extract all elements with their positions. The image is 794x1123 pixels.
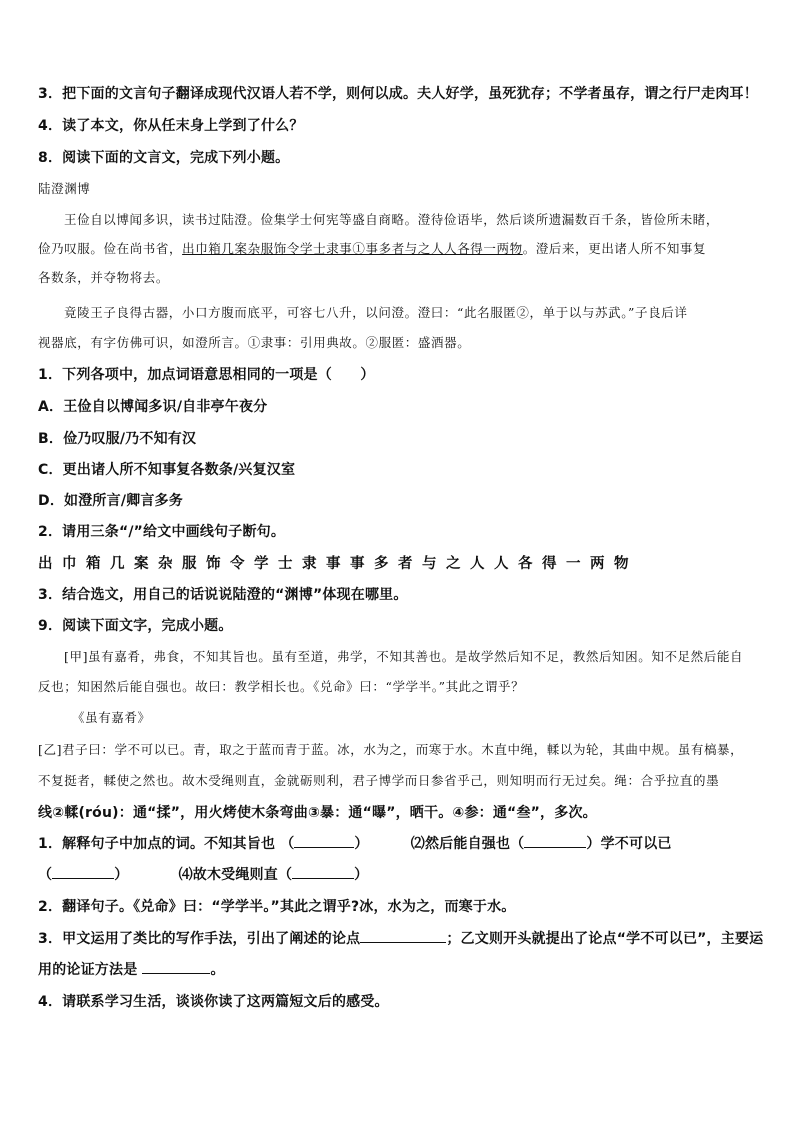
question-text: ） [354,867,369,883]
passage-yi-notes: 线②輮(róu)：通“揉”，用火烤使木条弯曲③暴：通“曝”，晒干。④参：通“叁”，多次。 [38,805,597,821]
passage-paragraph-1-line-2 [38,239,758,257]
question-text: ⑵然后能自强也（ [410,836,525,852]
section-9-question-3-line-2 [38,959,758,979]
passage-yi-line-2: 不复挺者，輮使之然也。故木受绳则直，金就砺则利，君子博学而日参省乎己，则知明而行无过矣。绳：合乎拉直的墨 [38,773,720,788]
section-9-intro: 9．阅读下面文字，完成小题。 [38,618,233,634]
underlined-sentence: 出巾箱几案杂服饰令学士隶事①事多者与之人人各得一两物 [182,241,523,256]
question-text: （ [38,867,53,883]
section-9-question-1-line-1 [38,833,758,853]
passage-jia-line-2: 反也；知困然后能自强也。故曰：教学相长也。《兑命》曰：“学学半。”其此之谓乎？ [38,679,525,694]
passage-yi-line-1: [乙]君子曰：学不可以已。青，取之于蓝而青于蓝。冰，水为之，而寒于水。木直中绳，輮以为轮，其曲中规。虽有槁暴， [38,742,744,757]
passage-paragraph-1-line-3: 各数条，并夺物将去。 [38,270,170,285]
section-8-question-2: 2．请用三条“/”给文中画线句子断句。 [38,524,286,540]
question-text: ） [354,836,369,852]
question-text: 1．解释句子中加点的词。不知其旨也 （ [38,836,295,852]
option-a: A．王俭自以博闻多识/自非亭午夜分 [38,399,268,415]
section-9-question-4: 4．请联系学习生活，谈谈你读了这两篇短文后的感受。 [38,994,389,1010]
question-text: 用的论证方法是 [38,962,143,978]
section-8-question-3: 3．结合选文，用自己的话说说陆澄的“渊博”体现在哪里。 [38,587,408,603]
question-text: 。 [210,962,225,978]
answer-blank[interactable] [360,928,446,943]
question-text: ） [114,867,129,883]
answer-blank[interactable] [52,864,114,879]
section-9-question-1-line-2 [38,864,758,884]
question-4-learn: 4．读了本文，你从任末身上学到了什么？ [38,118,304,134]
passage-paragraph-2-line-1: 竟陵王子良得古器，小口方腹而底平，可容七八升，以问澄。澄曰：“此名服匿②，单于以与苏武。”子良后详 [64,305,688,320]
section-9-question-2: 2．翻译句子。《兑命》曰：“学学半。”其此之谓乎?冰，水为之，而寒于水。 [38,899,516,915]
passage-text: 。澄后来，更出诸人所不知事复 [522,241,707,256]
question-text: 3．甲文运用了类比的写作手法，引出了阐述的论点 [38,931,361,947]
passage-title: 陆澄渊博 [38,181,91,196]
section-9-question-3-line-1 [38,928,764,948]
option-c: C．更出诸人所不知事复各数条/兴复汉室 [38,462,296,478]
passage-paragraph-1-line-1: 王俭自以博闻多识，读书过陆澄。俭集学士何宪等盛自商略。澄待俭语毕，然后谈所遗漏数百千条，皆俭所未睹， [64,212,720,227]
passage-paragraph-2-line-2: 视器底，有字仿佛可识，如澄所言。①隶事：引用典故。②服匿：盛酒器。 [38,335,471,350]
question-text: ）学不可以已 [586,836,672,852]
answer-blank[interactable] [142,959,210,974]
sentence-to-punctuate: 出巾箱几案杂服饰令学士隶事事多者与之人人各得一两物 [38,556,638,572]
question-text: ⑷故木受绳则直（ [178,867,293,883]
option-b: B．俭乃叹服/乃不知有汉 [38,431,197,447]
question-3-translate: 3．把下面的文言句子翻译成现代汉语人若不学，则何以成。夫人好学，虽死犹存；不学者虽存，谓之行尸走肉耳！ [38,86,758,102]
section-8-intro: 8．阅读下面的文言文，完成下列小题。 [38,150,290,166]
section-8-question-1: 1．下列各项中，加点词语意思相同的一项是（ ） [38,367,375,383]
answer-blank[interactable] [294,833,354,848]
answer-blank[interactable] [524,833,586,848]
passage-jia-title: 《虽有嘉肴》 [72,710,151,725]
question-text: ；乙文则开头就提出了论点“学不可以已”，主要运 [446,931,764,947]
passage-text: 俭乃叹服。俭在尚书省， [38,241,183,256]
option-d: D．如澄所言/卿言多务 [38,493,183,509]
passage-jia-line-1: [甲]虽有嘉肴，弗食，不知其旨也。虽有至道，弗学，不知其善也。是故学然后知不足，教然后知困。知不足然后能自 [64,649,744,664]
answer-blank[interactable] [292,864,354,879]
